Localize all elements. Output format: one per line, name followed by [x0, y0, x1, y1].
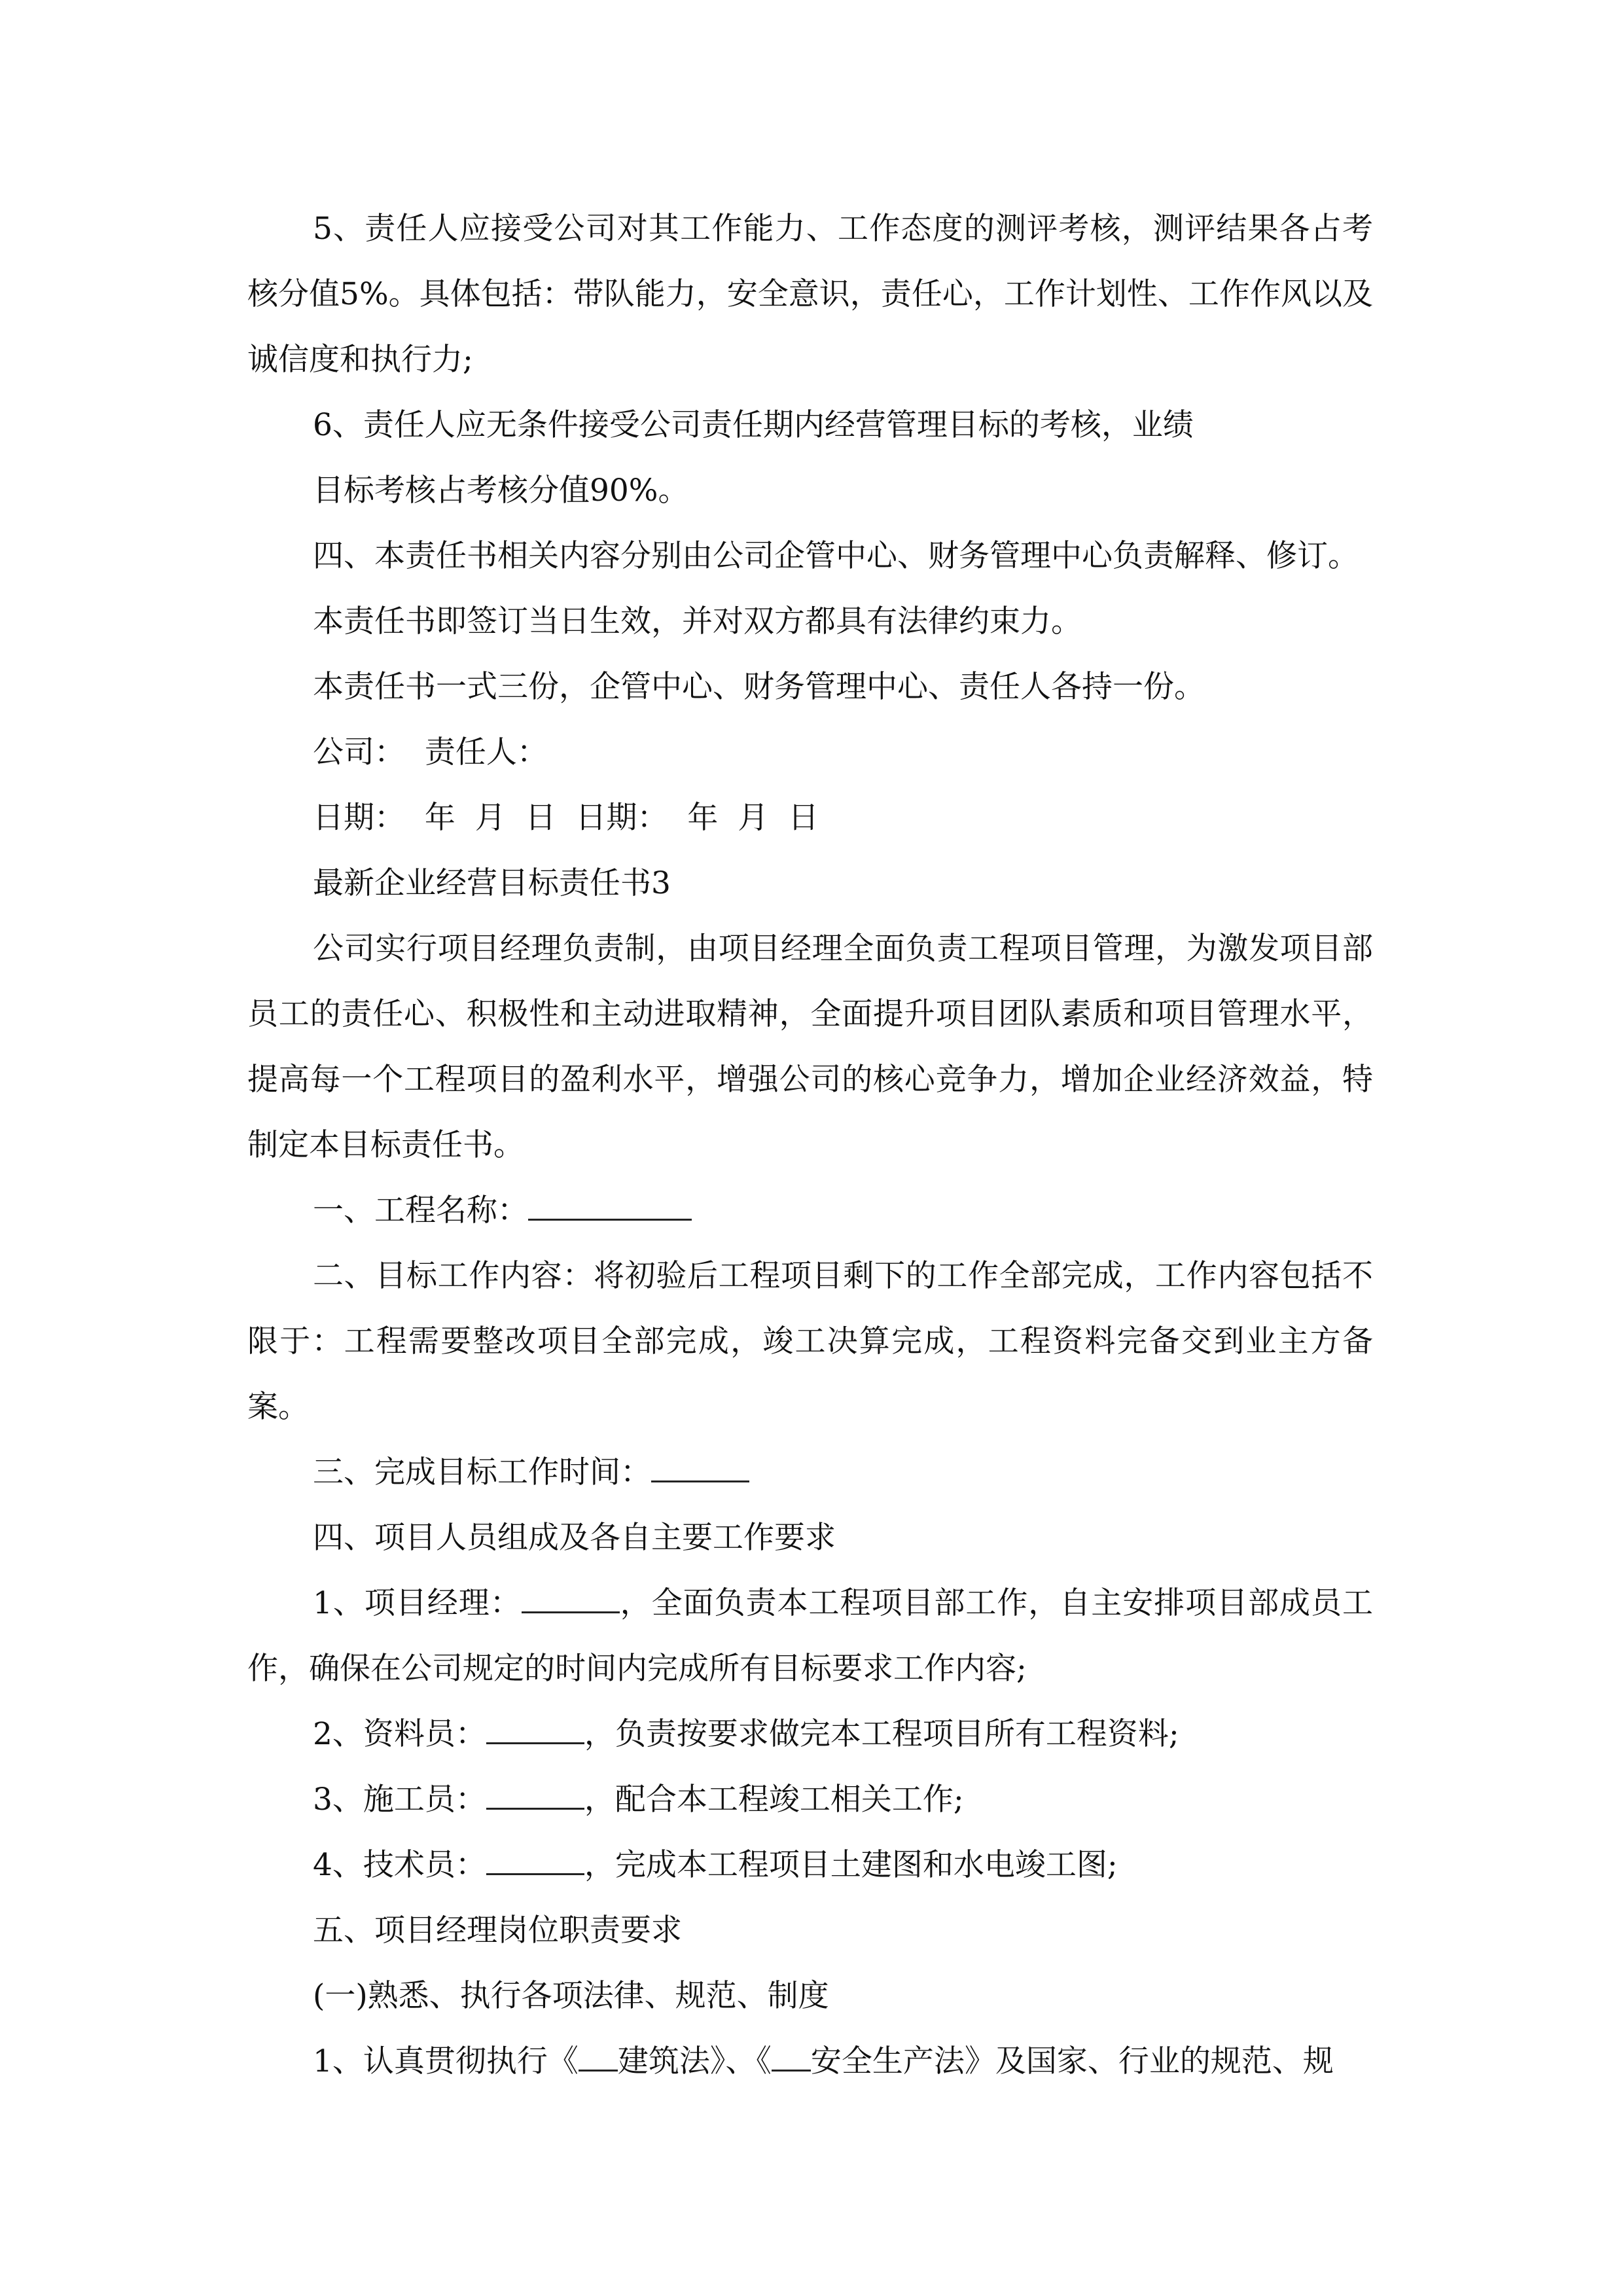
project-manager-label: 1、项目经理： — [313, 1585, 522, 1621]
completion-time-blank — [651, 1454, 749, 1482]
laws-text-end: 安全生产法》及国家、行业的规范、规 — [810, 2043, 1334, 2079]
project-manager-text: ，全面负责本工程项目部工作，自主安排项目部成员工作，确保在公司规定的时间内完成所有目标要求工作内容; — [247, 1585, 1373, 1687]
laws-text-start: 1、认真贯彻执行《 — [313, 2043, 579, 2079]
document-clerk-blank — [486, 1716, 584, 1744]
paragraph-item-6-continued: 目标考核占考核分值90%。 — [313, 473, 689, 509]
paragraph-project-name — [247, 1178, 1373, 1244]
document-clerk-label: 2、资料员： — [313, 1716, 486, 1752]
construction-worker-text: ，配合本工程竣工相关工作; — [584, 1782, 964, 1818]
paragraph-construction-worker — [247, 1767, 1373, 1833]
paragraph-completion-time — [247, 1440, 1373, 1505]
project-manager-blank — [522, 1585, 620, 1613]
paragraph-technician — [247, 1833, 1373, 1898]
completion-time-label: 三、完成目标工作时间： — [313, 1454, 651, 1490]
project-name-blank — [528, 1193, 692, 1221]
document-heading-3: 最新企业经营目标责任书3 — [313, 865, 671, 901]
paragraph-effective-date: 本责任书即签订当日生效，并对双方都具有法律约束力。 — [313, 603, 1082, 639]
construction-worker-label: 3、施工员： — [313, 1782, 486, 1818]
paragraph-item-5: 5、责任人应接受公司对其工作能力、工作态度的测评考核，测评结果各占考核分值5%。具体包括：带队能力，安全意识，责任心，工作计划性、工作作风以及诚信度和执行力; — [247, 211, 1373, 378]
paragraph-subsection-1: (一)熟悉、执行各项法律、规范、制度 — [313, 1978, 829, 2014]
technician-text: ，完成本工程项目土建图和水电竣工图; — [584, 1847, 1118, 1883]
paragraph-copies: 本责任书一式三份，企管中心、财务管理中心、责任人各持一份。 — [313, 669, 1205, 705]
paragraph-project-manager — [247, 1571, 1373, 1702]
technician-label: 4、技术员： — [313, 1847, 486, 1883]
signature-line: 公司： 责任人： — [313, 734, 548, 770]
law-blank-1 — [579, 2043, 618, 2072]
paragraph-target-work: 二、目标工作内容：将初验后工程项目剩下的工作全部完成，工作内容包括不限于：工程需要整改项目全部完成，竣工决算完成，工程资料完备交到业主方备案。 — [247, 1258, 1373, 1425]
paragraph-section-4-interpretation: 四、本责任书相关内容分别由公司企管中心、财务管理中心负责解释、修订。 — [313, 538, 1359, 574]
paragraph-intro: 公司实行项目经理负责制，由项目经理全面负责工程项目管理，为激发项目部员工的责任心、积极性和主动进取精神，全面提升项目团队素质和项目管理水平，提高每一个工程项目的盈利水平，增强公司的核心竞争力，增加企业经济效益，特制定本目标责任书。 — [247, 931, 1373, 1163]
date-line: 日期： 年 月 日 日期： 年 月 日 — [313, 800, 819, 836]
laws-text-middle: 建筑法》、《 — [617, 2043, 772, 2079]
construction-worker-blank — [486, 1782, 584, 1810]
paragraph-laws-item-1 — [247, 2029, 1373, 2094]
paragraph-section-4-staff: 四、项目人员组成及各自主要工作要求 — [313, 1520, 836, 1556]
paragraph-section-5: 五、项目经理岗位职责要求 — [313, 1912, 682, 1948]
document-body — [247, 196, 1373, 2094]
paragraph-item-6: 6、责任人应无条件接受公司责任期内经营管理目标的考核，业绩 — [313, 407, 1194, 443]
technician-blank — [486, 1847, 584, 1875]
law-blank-2 — [772, 2043, 811, 2072]
project-name-label: 一、工程名称： — [313, 1193, 528, 1229]
document-clerk-text: ，负责按要求做完本工程项目所有工程资料; — [584, 1716, 1179, 1752]
paragraph-document-clerk — [247, 1702, 1373, 1767]
